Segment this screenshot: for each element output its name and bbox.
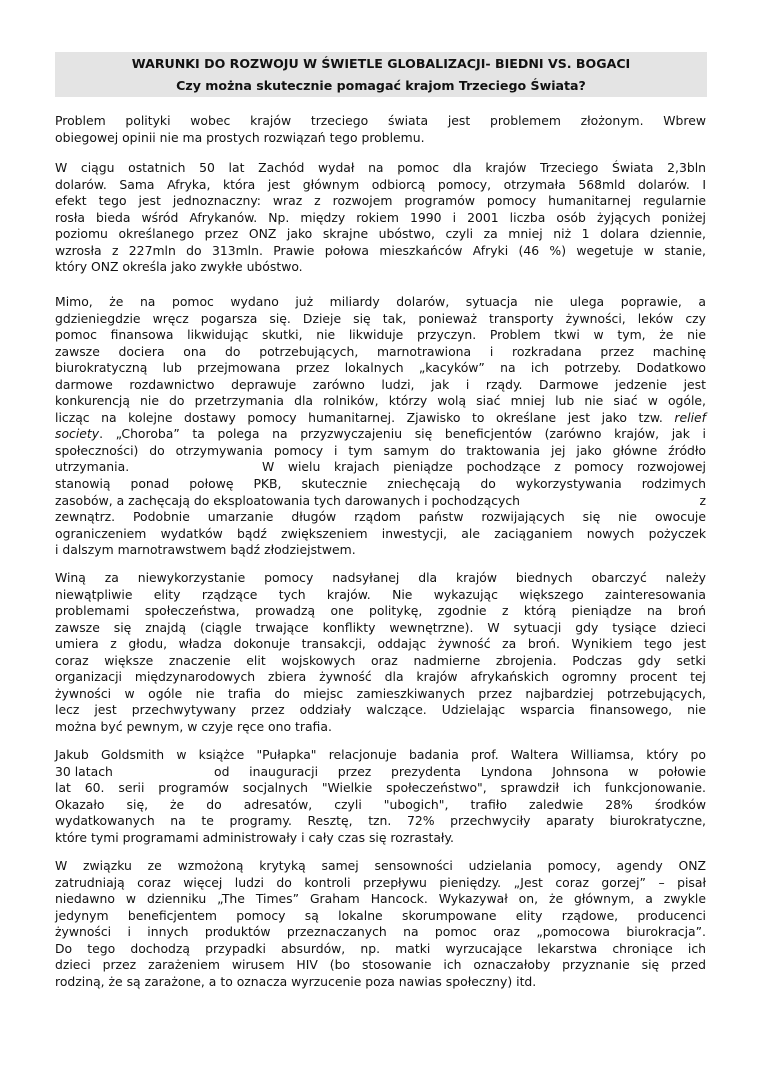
text-line: ograniczeniem wydatków bądź zwiększeniem inwestycji, ale zaciąganiem nowych pożyczek	[55, 525, 706, 541]
text-line: W ciągu ostatnich 50 lat Zachód wydał na pomoc dla krajów Trzeciego Świata 2,3bln	[55, 160, 706, 175]
text-line: stanowią ponad połowę PKB, skutecznie zniechęcają do wykorzystywania rodzimych	[55, 476, 706, 492]
text-line: zatrudniają coraz więcej ludzi do kontroli przepływu pieniędzy. „Jest coraz gorzej” – pisał	[55, 874, 706, 890]
italic-term: society	[55, 426, 100, 442]
document-header	[55, 52, 707, 97]
text-line: wydatkowanych na te programy. Resztę, tzn. 72% przechwyciły aparaty biurokratyczne,	[55, 813, 706, 829]
paragraph	[55, 294, 706, 559]
paragraph	[55, 570, 706, 735]
text-line: biurokratyczną lub przejmowana przez lokalnych „kacyków” na ich potrzeby. Dodatkowo	[55, 360, 706, 376]
text-segment-left: 30 latach	[55, 763, 113, 779]
text-line: żywności w ogóle nie trafia do miejsc zamieszkiwanych przez najbardziej potrzebujących,	[55, 685, 706, 701]
text-line: rosła bieda wśród Afrykanów. Np. między rokiem 1990 i 2001 liczba osób żyjących poniżej	[55, 209, 706, 225]
text-line: Okazało się, że do adresatów, czyli "ubogich", trafiło zaledwie 28% środków	[55, 796, 706, 812]
text-segment-left: utrzymania.	[55, 459, 130, 475]
text-line	[55, 764, 706, 781]
text-line: zawsze się znajdą (ciągle trwające konflikty wewnętrzne). W sytuacji gdy tysiące dzieci	[55, 619, 706, 635]
text-line: zewnątrz. Podobnie umarzanie długów rządom państw rozwijających się nie owocuje	[55, 509, 706, 525]
text-line	[55, 410, 706, 427]
text-line: pomoc finansowa likwidując skutki, nie likwiduje przyczyn. Problem tkwi w tym, że nie	[55, 327, 706, 343]
text-line: wzrosła z 227mln do 313mln. Prawie połowa mieszkańców Afryki (46 %) wegetuje w stanie,	[55, 242, 706, 258]
text-line: zawsze dociera ona do potrzebujących, marnotrawiona i rozkradana przez machinę	[55, 343, 706, 359]
text-segment-right: z	[699, 492, 706, 508]
text-line: jedynym beneficjentem pomocy są lokalne skorumpowane elity rządowe, producenci	[55, 907, 706, 923]
text-line: Do tego dochodzą przypadki absurdów, np. matki wyrzucające lekarstwa chroniące ich	[55, 940, 706, 956]
paragraph	[55, 747, 706, 846]
italic-term: relief	[674, 409, 706, 425]
text-line: umiera z głodu, władza dokonuje transakcji, oddając żywność za broń. Wynikiem tego jest	[55, 636, 706, 652]
text-line: gdzieniegdzie wręcz pogarsza się. Dzieje się tak, ponieważ transporty żywności, leków czy	[55, 310, 706, 326]
text-line	[55, 459, 706, 476]
text-line: niedawno w dzienniku „The Times” Graham Hancock. Wykazywał on, że głównym, a zwykle	[55, 891, 706, 907]
text-segment-left: zasobów, a zachęcają do eksploatowania tych darowanych i pochodzących	[55, 492, 521, 508]
text-segment: . „Choroba” ta polega na przyzwyczajeniu się beneficjentów (zarówno krajów, jak i	[99, 426, 706, 442]
text-line: rodziną, że są zarażone, a to oznacza wyrzucenie poza nawias społeczny) itd.	[55, 973, 537, 989]
text-line: dolarów. Sama Afryka, która jest głównym odbiorcą pomocy, otrzymała 568mld dolarów. I	[55, 176, 706, 192]
text-line	[55, 493, 706, 510]
text-segment: licząc na kolejne dostawy pomocy humanitarnej. Zjawisko to określane jest jako tzw.	[55, 409, 675, 425]
text-line: można być pewnym, w czyje ręce ono trafia.	[55, 718, 332, 734]
text-line: społeczności) do otrzymywania pomocy i tym samym do traktowania jej jako główne źródło	[55, 442, 706, 458]
text-line: lecz jest przechwytywany przez oddziały walczące. Udzielając wsparcia finansowego, nie	[55, 702, 706, 718]
text-line: który ONZ określa jako zwykłe ubóstwo.	[55, 259, 303, 275]
text-line: Mimo, że na pomoc wydano już miliardy dolarów, sytuacja nie ulega poprawie, a	[55, 294, 706, 309]
text-line: konkurencją nie do przetrzymania dla rolników, którzy wolą siać mniej lub nie siać w ogóle,	[55, 393, 706, 409]
text-line: coraz większe znaczenie elit wojskowych oraz nadmierne zbrojenia. Podczas gdy setki	[55, 652, 706, 668]
text-line: dzieci przez zarażeniem wirusem HIV (bo stosowanie ich oznaczałoby przyznanie się przed	[55, 957, 706, 973]
text-line: problemami społeczeństwa, prowadzą one politykę, zgodnie z którą pieniądze na broń	[55, 603, 706, 619]
text-line: niewątpliwie elity rządzące tych krajów. Nie wykazując większego zainteresowania	[55, 586, 706, 602]
text-segment-right: od inauguracji przez prezydenta Lyndona Johnsona w połowie	[214, 763, 706, 779]
text-line: które tymi programami administrowały i cały czas się rozrastały.	[55, 829, 454, 845]
text-line	[55, 426, 706, 443]
text-line: Jakub Goldsmith w książce "Pułapka" relacjonuje badania prof. Waltera Williamsa, który po	[55, 747, 706, 762]
text-line: i dalszym marnotrawstwem bądź złodziejstwem.	[55, 542, 356, 558]
text-segment-right: W wielu krajach pieniądze pochodzące z pomocy rozwojowej	[262, 459, 706, 475]
paragraph	[55, 858, 706, 990]
paragraph	[55, 113, 706, 146]
document-title: WARUNKI DO ROZWOJU W ŚWIETLE GLOBALIZACJI- BIEDNI VS. BOGACI	[131, 56, 631, 71]
text-line: Winą za niewykorzystanie pomocy nadsyłanej dla krajów biednych obarczyć należy	[55, 570, 706, 585]
text-line: W związku ze wzmożoną krytyką samej sensowności udzielania pomocy, agendy ONZ	[55, 858, 706, 873]
text-line: darmowe rozdawnictwo deprawuje zarówno ludzi, jak i rządy. Darmowe jedzenie jest	[55, 376, 706, 392]
text-line: żywności i innych produktów przeznaczanych na pomoc oraz „pomocowa biurokracja”.	[55, 924, 706, 940]
text-line: efekt tego jest jednoznaczny: wraz z rozwojem programów pomocy humanitarnej regularnie	[55, 193, 706, 209]
text-line: lat 60. serii programów socjalnych "Wielkie społeczeństwo", sprawdził ich funkcjonowanie.	[55, 780, 706, 796]
text-line: organizacji międzynarodowych zbiera żywność dla krajów afrykańskich ogromny procent tej	[55, 669, 706, 685]
text-line: Problem polityki wobec krajów trzeciego świata jest problemem złożonym. Wbrew	[55, 113, 706, 128]
text-line: poziomu określanego przez ONZ jako skrajne ubóstwo, czyli za mniej niż 1 dolara dziennie,	[55, 226, 706, 242]
document-subtitle: Czy można skutecznie pomagać krajom Trzeciego Świata?	[176, 78, 586, 93]
paragraph	[55, 160, 706, 276]
text-line: obiegowej opinii nie ma prostych rozwiązań tego problemu.	[55, 129, 425, 145]
